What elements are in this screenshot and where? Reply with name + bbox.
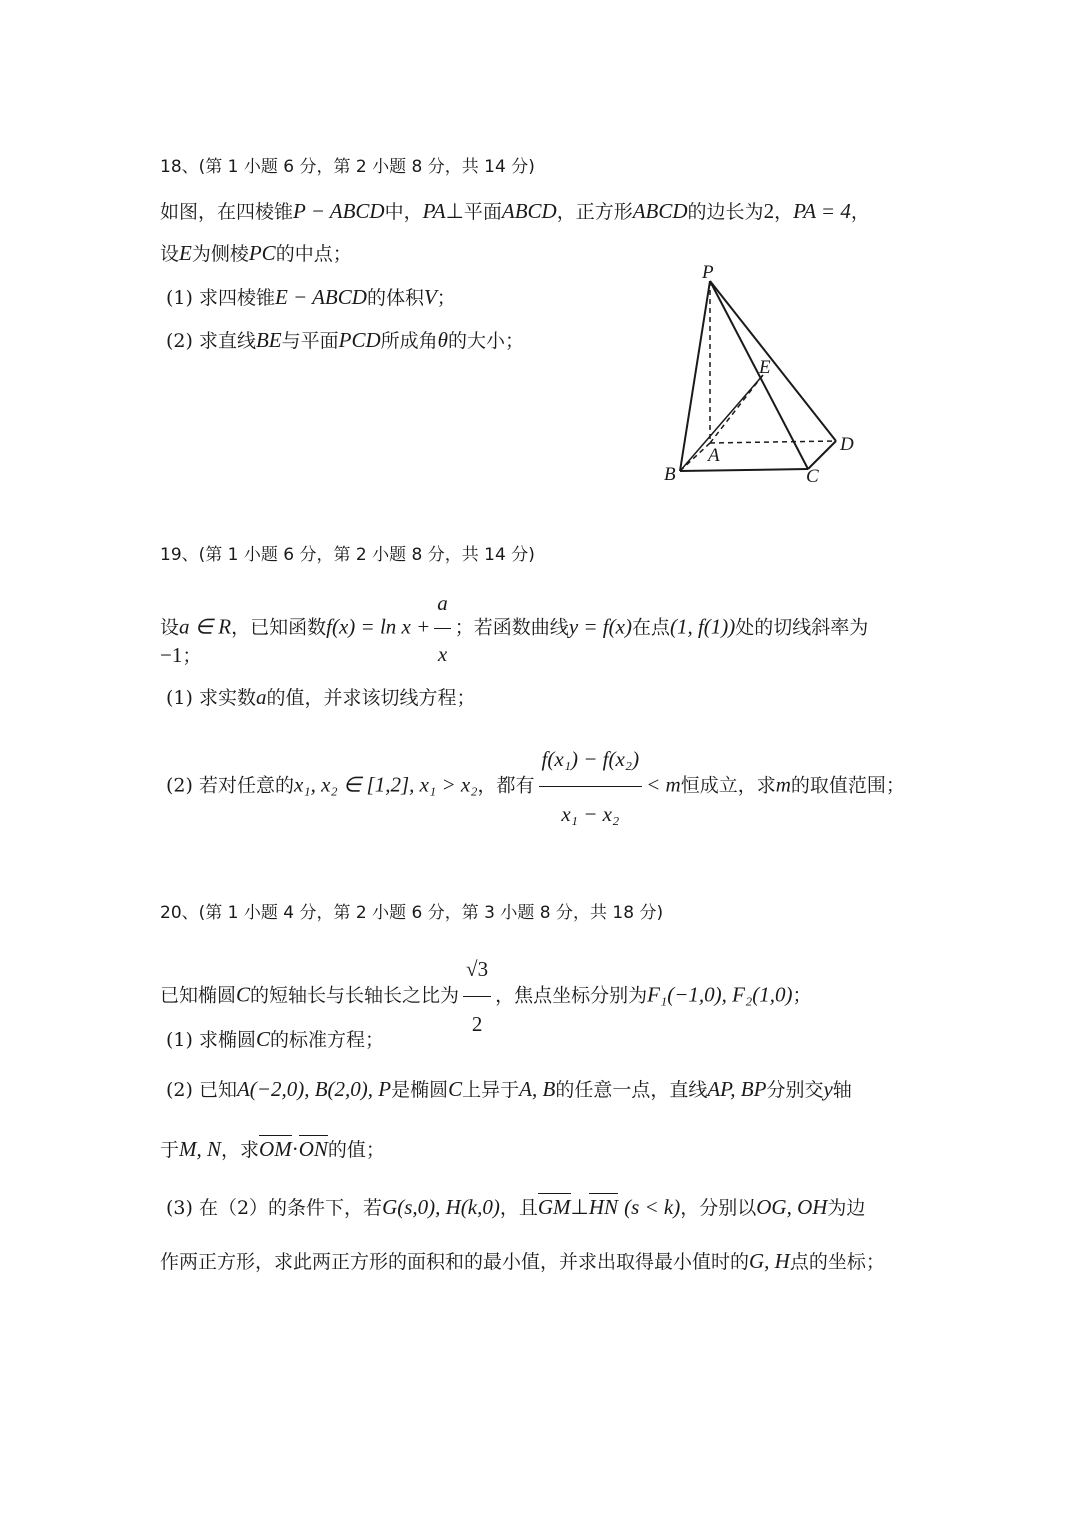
q20-part2-line2: 于M, N，求OM·ON的值； bbox=[160, 1137, 385, 1161]
q19-stem-line1: 设a ∈ R，已知函数f(x) = ln x + $\frac{a}{x}$ ；若函数曲线y = f(x)在点(1, f(1))处的切线斜率为 bbox=[160, 580, 868, 677]
q18-header: 18、(第 1 小题 6 分，第 2 小题 8 分，共 14 分) bbox=[160, 157, 535, 177]
label-p: P bbox=[702, 262, 714, 283]
label-b: B bbox=[664, 464, 676, 485]
q18-stem-line2: 设E为侧棱PC的中点； bbox=[160, 241, 352, 265]
q20-part1: (1) 求椭圆C的标准方程； bbox=[166, 1027, 385, 1051]
q18-part1: (1) 求四棱锥E − ABCD的体积V； bbox=[166, 285, 456, 309]
label-d: D bbox=[840, 434, 854, 455]
q19-stem-line2: −1； bbox=[160, 643, 202, 667]
q20-part2-line1: (2) 已知A(−2,0), B(2,0), P是椭圆C上异于A, B的任意一点，直线AP, BP分别交y轴 bbox=[166, 1077, 852, 1101]
edge-pd bbox=[710, 281, 836, 441]
label-e: E bbox=[759, 357, 771, 378]
q19-header: 19、(第 1 小题 6 分，第 2 小题 8 分，共 14 分) bbox=[160, 545, 535, 565]
q19-part1: (1) 求实数a的值，并求该切线方程； bbox=[166, 685, 476, 709]
q20-part3-line2: 作两正方形，求此两正方形的面积和的最小值，并求出取得最小值时的G, H点的坐标； bbox=[160, 1249, 885, 1273]
label-a: A bbox=[708, 445, 720, 466]
segment-ae bbox=[710, 375, 763, 443]
q18-stem-line1: 如图，在四棱锥P − ABCD中，PA⊥平面ABCD，正方形ABCD的边长为2，PA = 4， bbox=[160, 199, 870, 223]
q20-ratio-fraction: $\frac{√3}{2}$ bbox=[463, 944, 491, 1049]
q20-stem: 已知椭圆C的短轴长与长轴长之比为 $\frac{√3}{2}$ ，焦点坐标分别为F₁(−1,0), F₂(1,0)； bbox=[160, 944, 812, 1049]
q19-fraction-a-over-x: $\frac{a}{x}$ bbox=[434, 580, 451, 677]
q19-part2: (2) 若对任意的x₁, x₂ ∈ [1,2], x₁ > x₂，都有 $\frac{\text{f(x₁) − f(x₂)}}{\text{x₁ − x₂}}$ < m恒成立，求m的取值范围； bbox=[166, 734, 905, 839]
edge-cd bbox=[808, 441, 836, 469]
edge-ad bbox=[710, 441, 836, 443]
q20-header: 20、(第 1 小题 4 分，第 2 小题 6 分，第 3 小题 8 分，共 18 分) bbox=[160, 903, 664, 923]
q18-part2: (2) 求直线BE与平面PCD所成角θ的大小； bbox=[166, 328, 525, 352]
edge-bc bbox=[680, 469, 808, 471]
q20-part3-line1: (3) 在（2）的条件下，若G(s,0), H(k,0)，且GM⊥HN (s < k)，分别以OG, OH为边 bbox=[166, 1195, 866, 1219]
q19-difference-quotient: $\frac{\text{f(x₁) − f(x₂)}}{\text{x₁ − x₂}}$ bbox=[539, 734, 643, 839]
label-c: C bbox=[806, 466, 819, 487]
pyramid-figure bbox=[660, 262, 870, 492]
